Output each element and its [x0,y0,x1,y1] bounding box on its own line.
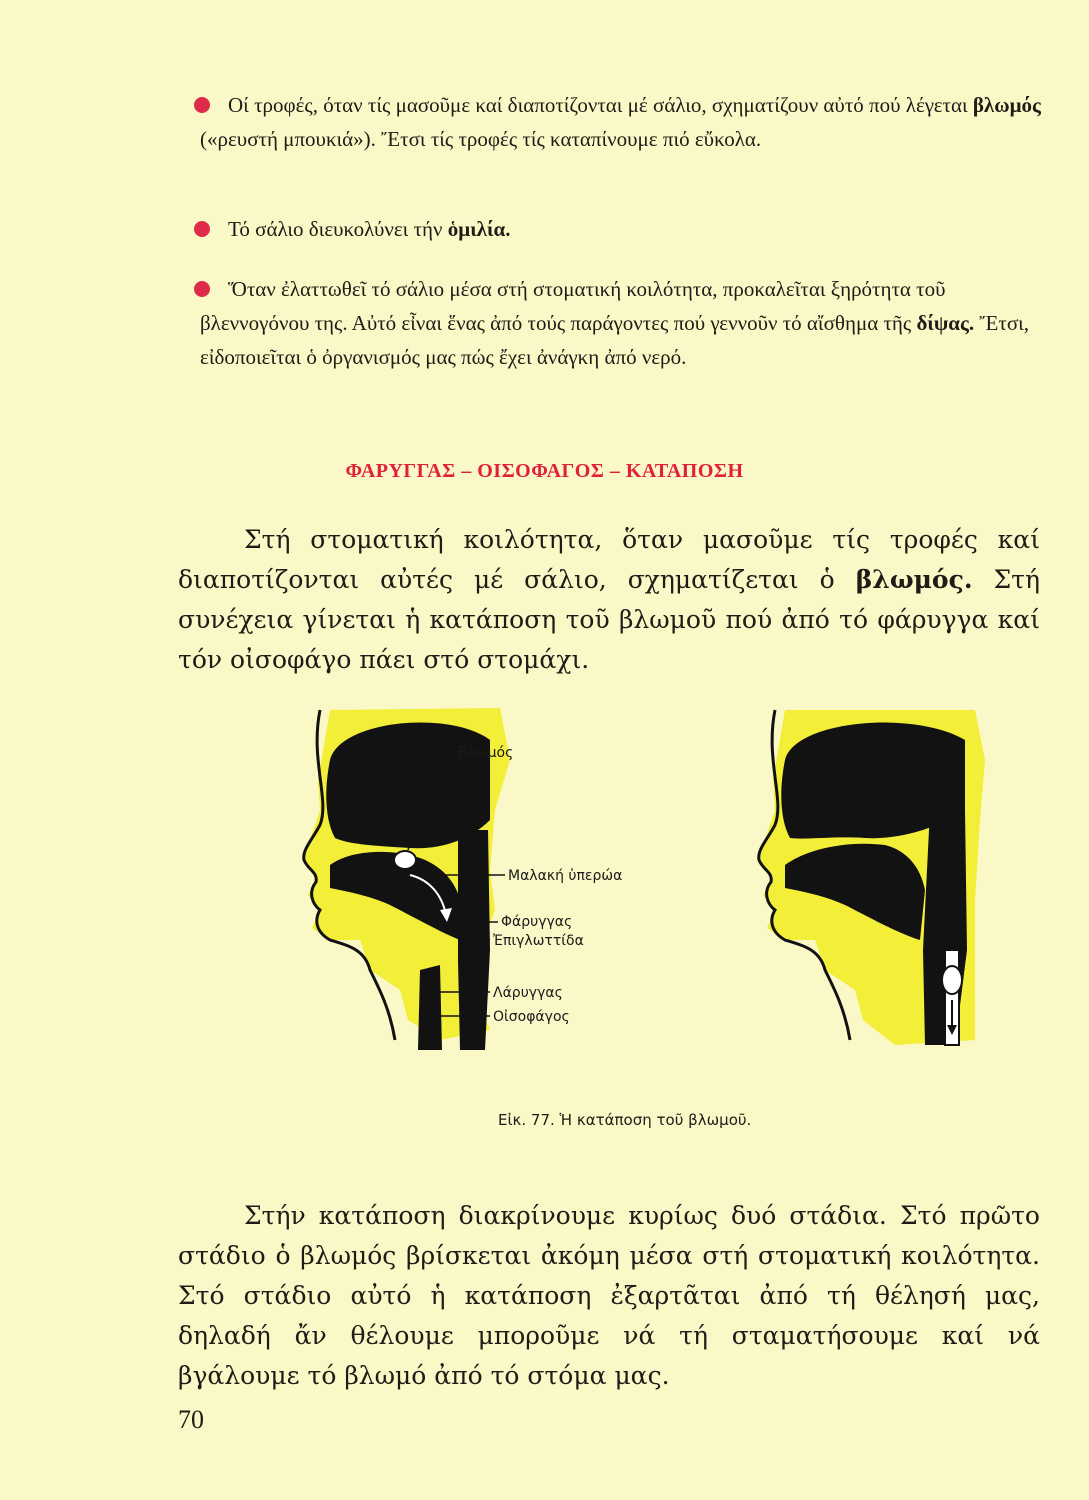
bullet-saliva-speech [200,212,1050,246]
skull-cavity [326,723,490,849]
section-title: ΦΑΡΥΓΓΑΣ – ΟΙΣΟΦΑΓΟΣ – ΚΑΤΑΠΟΣΗ [345,460,744,482]
bullet-saliva-bolus [200,88,1050,156]
paragraph-swallowing-stages: Στήν κατάποση διακρίνουμε κυρίως δυό στάδια. Στό πρῶτο στάδιο ὁ βλωμός βρίσκεται ἀκόμη μέσα στή στοματική κοιλότητα. Στό στάδιο αὐτό ἡ κατάποση ἐξαρτᾶται ἀπό τή θέλησή μας, δηλαδή ἄν θέλουμε μποροῦμε νά τή σταματήσουμε καί νά βγάλουμε τό βλωμό ἀπό τό στόμα μας. [178,1201,1040,1390]
label-pharynx: Φάρυγγας [501,914,573,930]
bullet-dot [194,221,210,237]
swallowing-diagram [290,700,1050,1080]
label-bolus: Βλωμός [458,745,514,761]
bullet-dot [194,281,210,297]
page-number: 70 [178,1405,204,1434]
bullet-text: Ὅταν ἐλαττωθεῖ τό σάλιο μέσα στή στοματική κοιλότητα, προκαλεῖται ξηρότητα τοῦ βλεννογόνου της. Αὐτό εἶναι ἕνας ἀπό τούς παράγοντες πού γεννοῦν τό αἴσθημα τῆς δίψας. Ἔτσι, εἰδοποιεῖται ὁ ὀργανισμός μας πώς ἔχει ἀνάγκη ἀπό νερό. [200,277,1030,369]
bullet-saliva-thirst [200,272,1050,374]
bolus-ball [942,966,962,994]
label-esophagus: Οἰσοφάγος [493,1009,570,1025]
esophagus-tube [418,965,442,1050]
paragraph-bolus-formation: Στή στοματική κοιλότητα, ὅταν μασοῦμε τίς τροφές καί διαποτίζονται αὐτές μέ σάλιο, σχηματίζεται ὁ βλωμός. Στή συνέχεια γίνεται ἡ κατάποση τοῦ βλωμοῦ πού ἀπό τό φάρυγγα καί τόν οἰσοφάγο πάει στό στομάχι. [178,525,1040,674]
label-soft-palate: Μαλακή ὑπερώα [508,868,623,884]
head-diagram-stage-1 [304,708,623,1050]
label-epiglottis: Ἐπιγλωττίδα [493,933,584,949]
bullet-text: Οί τροφές, όταν τίς μασοῦμε καί διαποτίζονται μέ σάλιο, σχηματίζουν αὐτό πού λέγεται βλωμός («ρευστή μπουκιά»). Ἔτσι τίς τροφές τίς καταπίνουμε πιό εὔκολα. [200,93,1041,151]
label-larynx: Λάρυγγας [493,985,563,1001]
head-diagram-stage-2 [759,710,985,1045]
figure-caption: Εἰκ. 77. Ἡ κατάποση τοῦ βλωμοῦ. [498,1111,752,1129]
bullet-dot [194,97,210,113]
bullet-text: Τό σάλιο διευκολύνει τήν ὁμιλία. [228,217,511,241]
bolus-ball [394,851,416,869]
